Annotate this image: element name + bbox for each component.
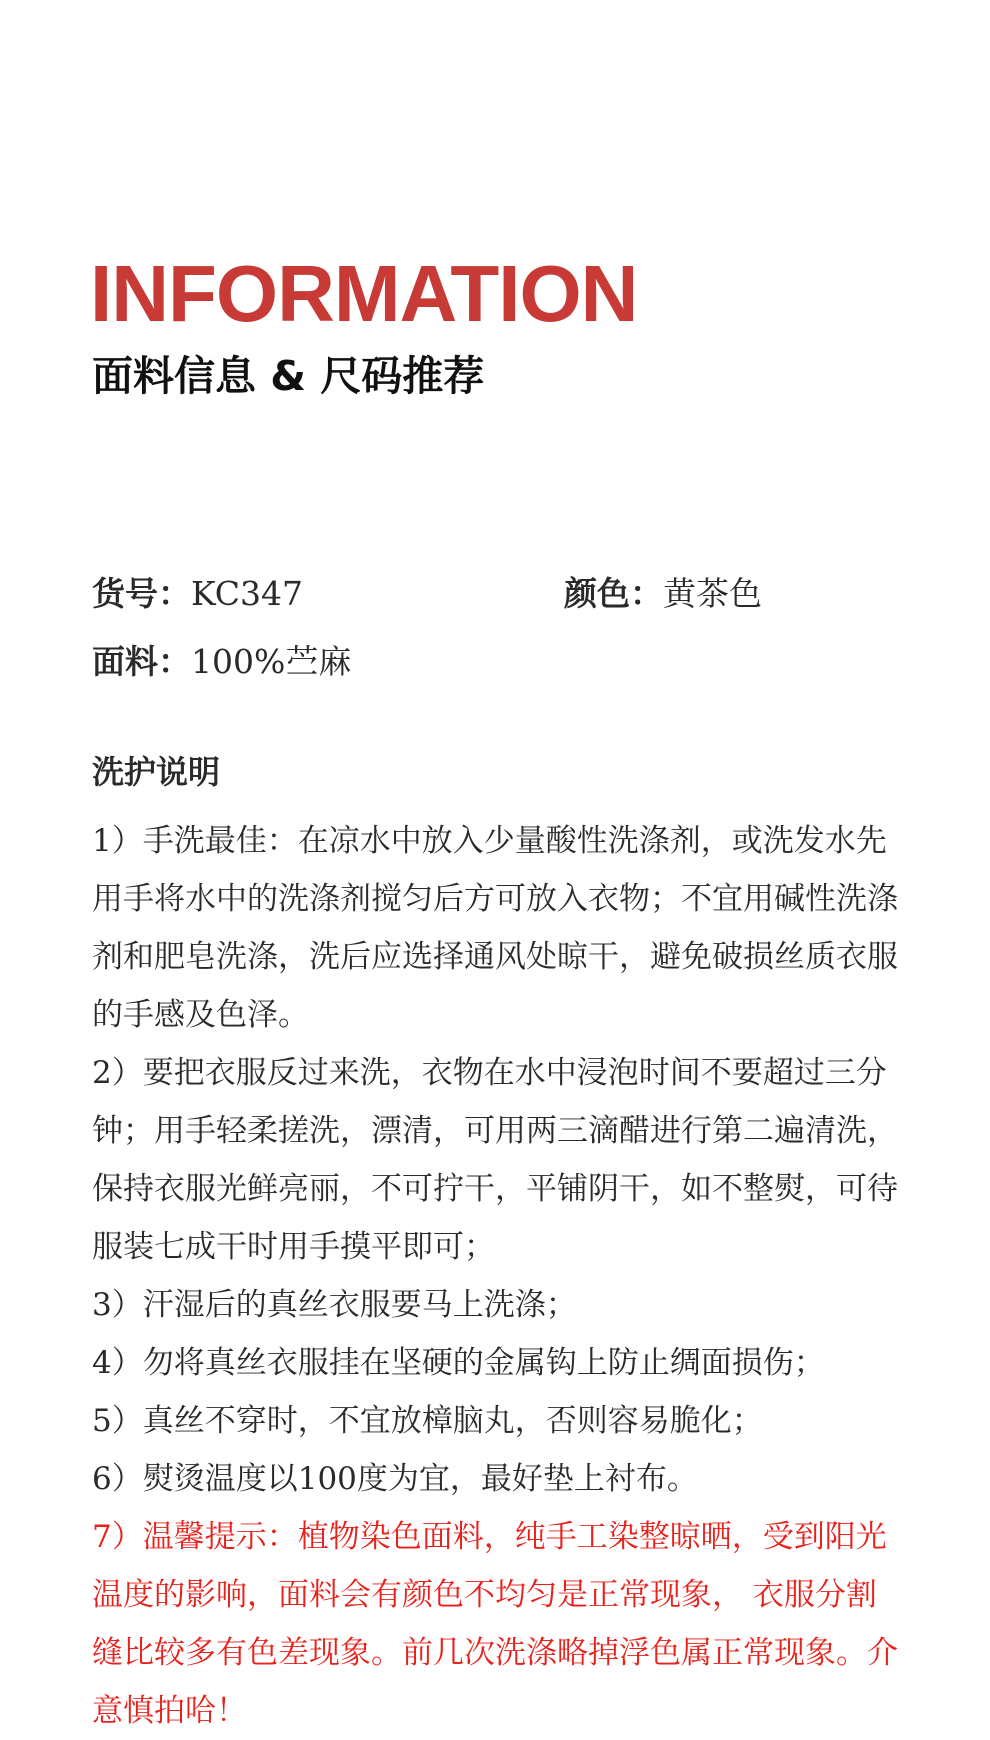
sku-value: KC347	[191, 574, 304, 613]
care-instructions-list	[92, 812, 898, 1740]
care-item-3: 3）汗湿后的真丝衣服要马上洗涤；	[92, 1287, 577, 1323]
care-item-5: 5）真丝不穿时，不宜放樟脑丸，否则容易脆化；	[92, 1403, 763, 1439]
fabric-row	[92, 640, 351, 684]
sku-label: 货号：	[92, 574, 191, 613]
page-title-english: INFORMATION	[90, 249, 638, 338]
care-item-2: 2）要把衣服反过来洗，衣物在水中浸泡时间不要超过三分钟；用手轻柔搓洗，漂清，可用两三滴醋进行第二遍清洗，保持衣服光鲜亮丽，不可拧干，平铺阴干，如不整熨，可待服装七成干时用手摸平即可；	[92, 1055, 898, 1265]
sku-row	[92, 572, 303, 616]
care-item-4: 4）勿将真丝衣服挂在坚硬的金属钩上防止绸面损伤；	[92, 1345, 825, 1381]
care-item-6: 6）熨烫温度以100度为宜，最好垫上衬布。	[92, 1461, 698, 1497]
page-title-chinese: 面料信息 & 尺码推荐	[92, 352, 485, 400]
care-item-1: 1）手洗最佳：在凉水中放入少量酸性洗涤剂，或洗发水先用手将水中的洗涤剂搅匀后方可放入衣物；不宜用碱性洗涤剂和肥皂洗涤，洗后应选择通风处晾干，避免破损丝质衣服的手感及色泽。	[92, 823, 898, 1033]
fabric-label: 面料：	[92, 642, 191, 681]
care-instructions-title: 洗护说明	[92, 753, 221, 791]
care-item-7-warning: 7）温馨提示：植物染色面料，纯手工染整晾晒，受到阳光温度的影响，面料会有颜色不均匀是正常现象， 衣服分割缝比较多有色差现象。前几次洗涤略掉浮色属正常现象。介意慎拍哈！	[92, 1519, 898, 1729]
color-label: 颜色：	[564, 574, 663, 613]
color-row	[564, 572, 762, 616]
color-value: 黄茶色	[663, 574, 762, 613]
fabric-value: 100%苎麻	[191, 642, 352, 681]
